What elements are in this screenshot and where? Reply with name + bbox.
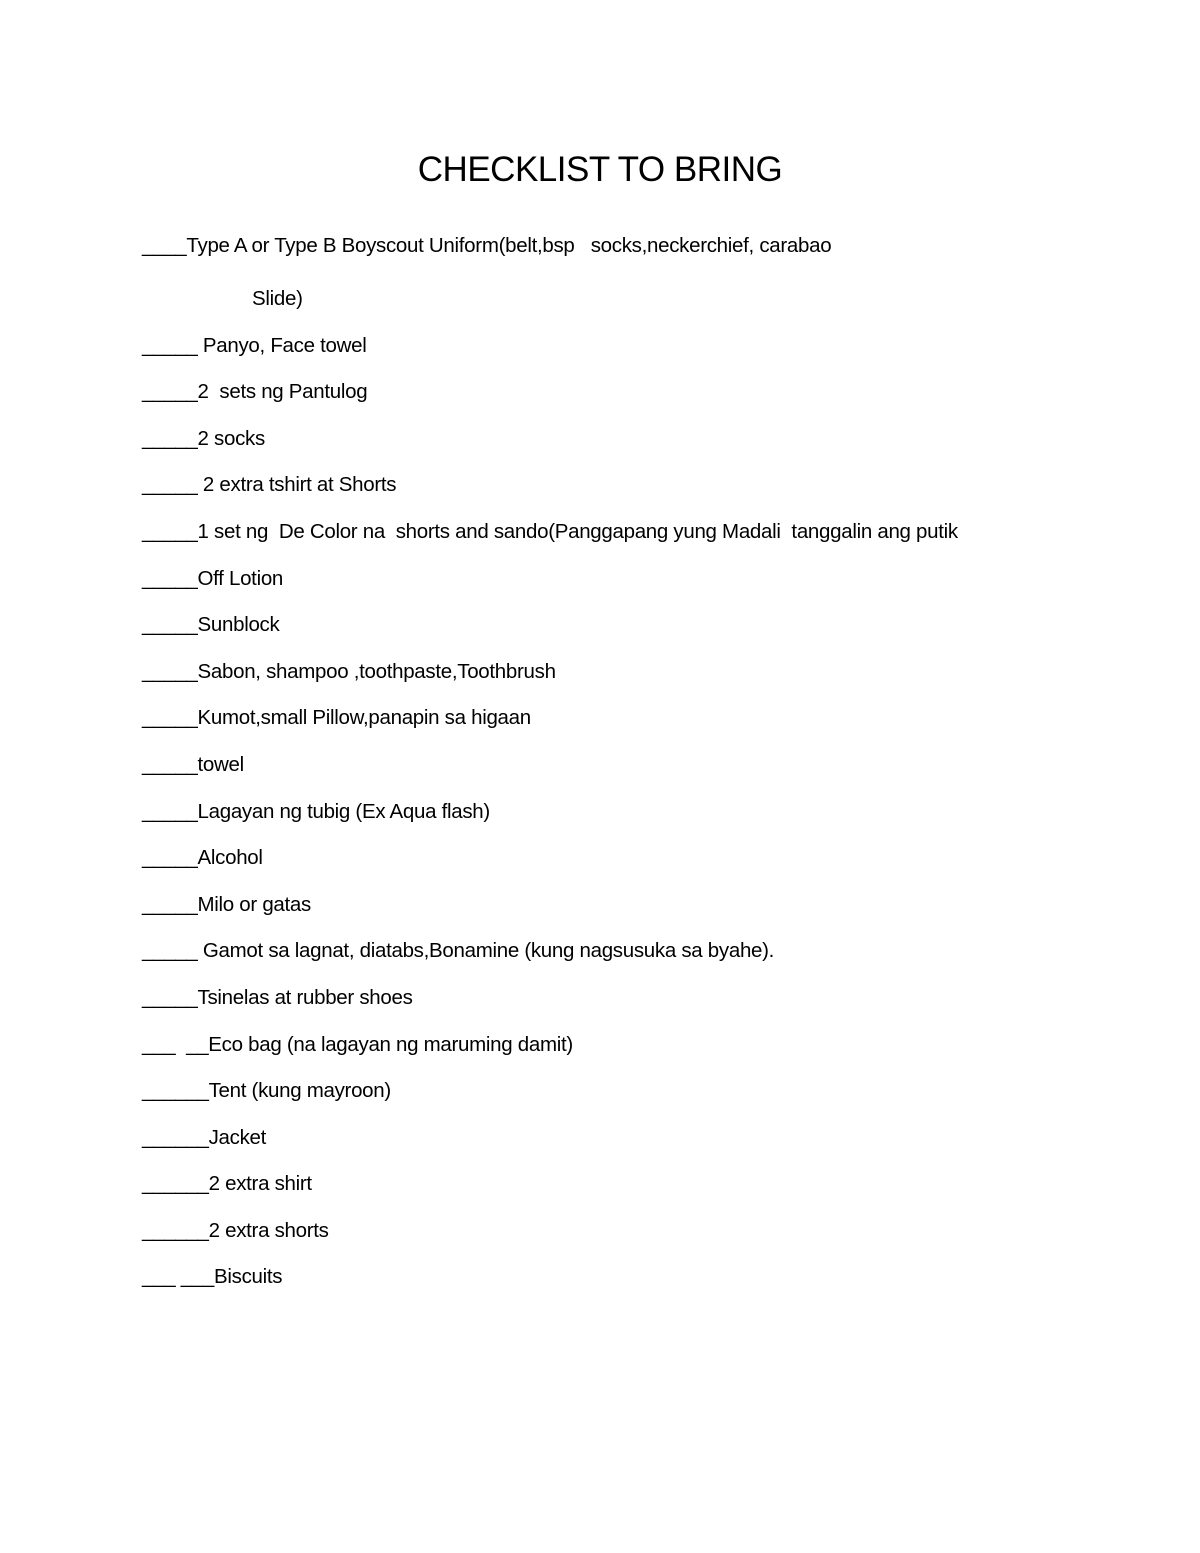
item-text: Milo or gatas: [197, 892, 311, 916]
checklist-item: [142, 657, 1142, 704]
checkbox-blank: ______: [142, 1079, 209, 1103]
checklist-item: [142, 1030, 1142, 1077]
checklist-item-continuation: [142, 284, 1142, 331]
checklist: [142, 231, 1142, 1309]
checklist-item: [142, 610, 1142, 657]
item-text: Type A or Type B Boyscout Uniform(belt,bsp socks,neckerchief, carabao: [186, 234, 832, 257]
checkbox-blank: _____: [142, 706, 198, 730]
checkbox-blank: _____: [142, 426, 198, 450]
checkbox-blank: ______: [142, 1218, 209, 1242]
item-text: 2 sets ng Pantulog: [197, 380, 368, 404]
item-text: Sabon, shampoo ,toothpaste,Toothbrush: [197, 659, 556, 683]
checkbox-blank: _____: [142, 473, 198, 497]
checklist-item: [142, 983, 1142, 1030]
item-text: Kumot,small Pillow,panapin sa higaan: [197, 706, 531, 730]
item-text: 1 set ng De Color na shorts and sando(Panggapang yung Madali tanggalin ang putik: [197, 519, 958, 543]
checklist-item: [142, 797, 1142, 844]
checklist-item: [142, 750, 1142, 797]
checkbox-blank: _____: [142, 333, 198, 357]
checklist-item: [142, 1076, 1142, 1123]
checkbox-blank: _____: [142, 659, 198, 683]
checkbox-blank: _____: [142, 752, 198, 776]
item-text: towel: [197, 752, 244, 776]
checklist-item: [142, 1123, 1142, 1170]
checkbox-blank: _____: [142, 566, 198, 590]
item-text: Gamot sa lagnat, diatabs,Bonamine (kung nagsusuka sa byahe).: [197, 939, 775, 963]
checkbox-blank: _____: [142, 985, 198, 1009]
checkbox-blank: _____: [142, 519, 198, 543]
item-text: Lagayan ng tubig (Ex Aqua flash): [197, 799, 490, 823]
item-text: Eco bag (na lagayan ng maruming damit): [208, 1032, 573, 1056]
item-text: Sunblock: [197, 613, 280, 637]
checklist-item: [142, 890, 1142, 937]
checklist-item: [142, 331, 1142, 378]
checkbox-blank: _____: [142, 846, 198, 870]
checkbox-blank: ____: [142, 234, 187, 257]
checkbox-blank: ______: [142, 1172, 209, 1196]
checklist-item: [142, 564, 1142, 611]
page-title: CHECKLIST TO BRING: [417, 150, 783, 189]
checkbox-blank: _____: [142, 892, 198, 916]
item-text: Panyo, Face towel: [197, 333, 367, 357]
item-text: Biscuits: [214, 1265, 283, 1289]
item-text: Tent (kung mayroon): [208, 1079, 391, 1103]
checkbox-blank: ______: [142, 1125, 209, 1149]
item-text: 2 extra shorts: [208, 1218, 329, 1242]
checklist-item: [142, 517, 1142, 564]
checklist-item: [142, 1216, 1142, 1263]
checklist-item: [142, 470, 1142, 517]
checklist-item: [142, 377, 1142, 424]
item-text: Slide): [252, 287, 303, 310]
checklist-item: [142, 1169, 1142, 1216]
checkbox-blank: ___ ___: [142, 1265, 215, 1289]
checkbox-blank: _____: [142, 613, 198, 637]
checkbox-blank: _____: [142, 799, 198, 823]
checkbox-blank: _____: [142, 380, 198, 404]
item-text: Off Lotion: [197, 566, 284, 590]
item-text: 2 extra tshirt at Shorts: [197, 473, 397, 497]
checkbox-blank: _____: [142, 939, 198, 963]
item-text: 2 socks: [197, 426, 265, 450]
item-text: Alcohol: [197, 846, 263, 870]
checkbox-blank: ___ __: [142, 1032, 209, 1056]
checklist-item: [142, 843, 1142, 890]
item-text: Tsinelas at rubber shoes: [197, 985, 413, 1009]
checklist-item: [142, 424, 1142, 471]
checklist-item: [142, 703, 1142, 750]
checklist-item: [142, 231, 1142, 284]
item-text: 2 extra shirt: [208, 1172, 312, 1196]
item-text: Jacket: [208, 1125, 267, 1149]
checklist-item: [142, 936, 1142, 983]
checklist-item: [142, 1262, 1142, 1309]
